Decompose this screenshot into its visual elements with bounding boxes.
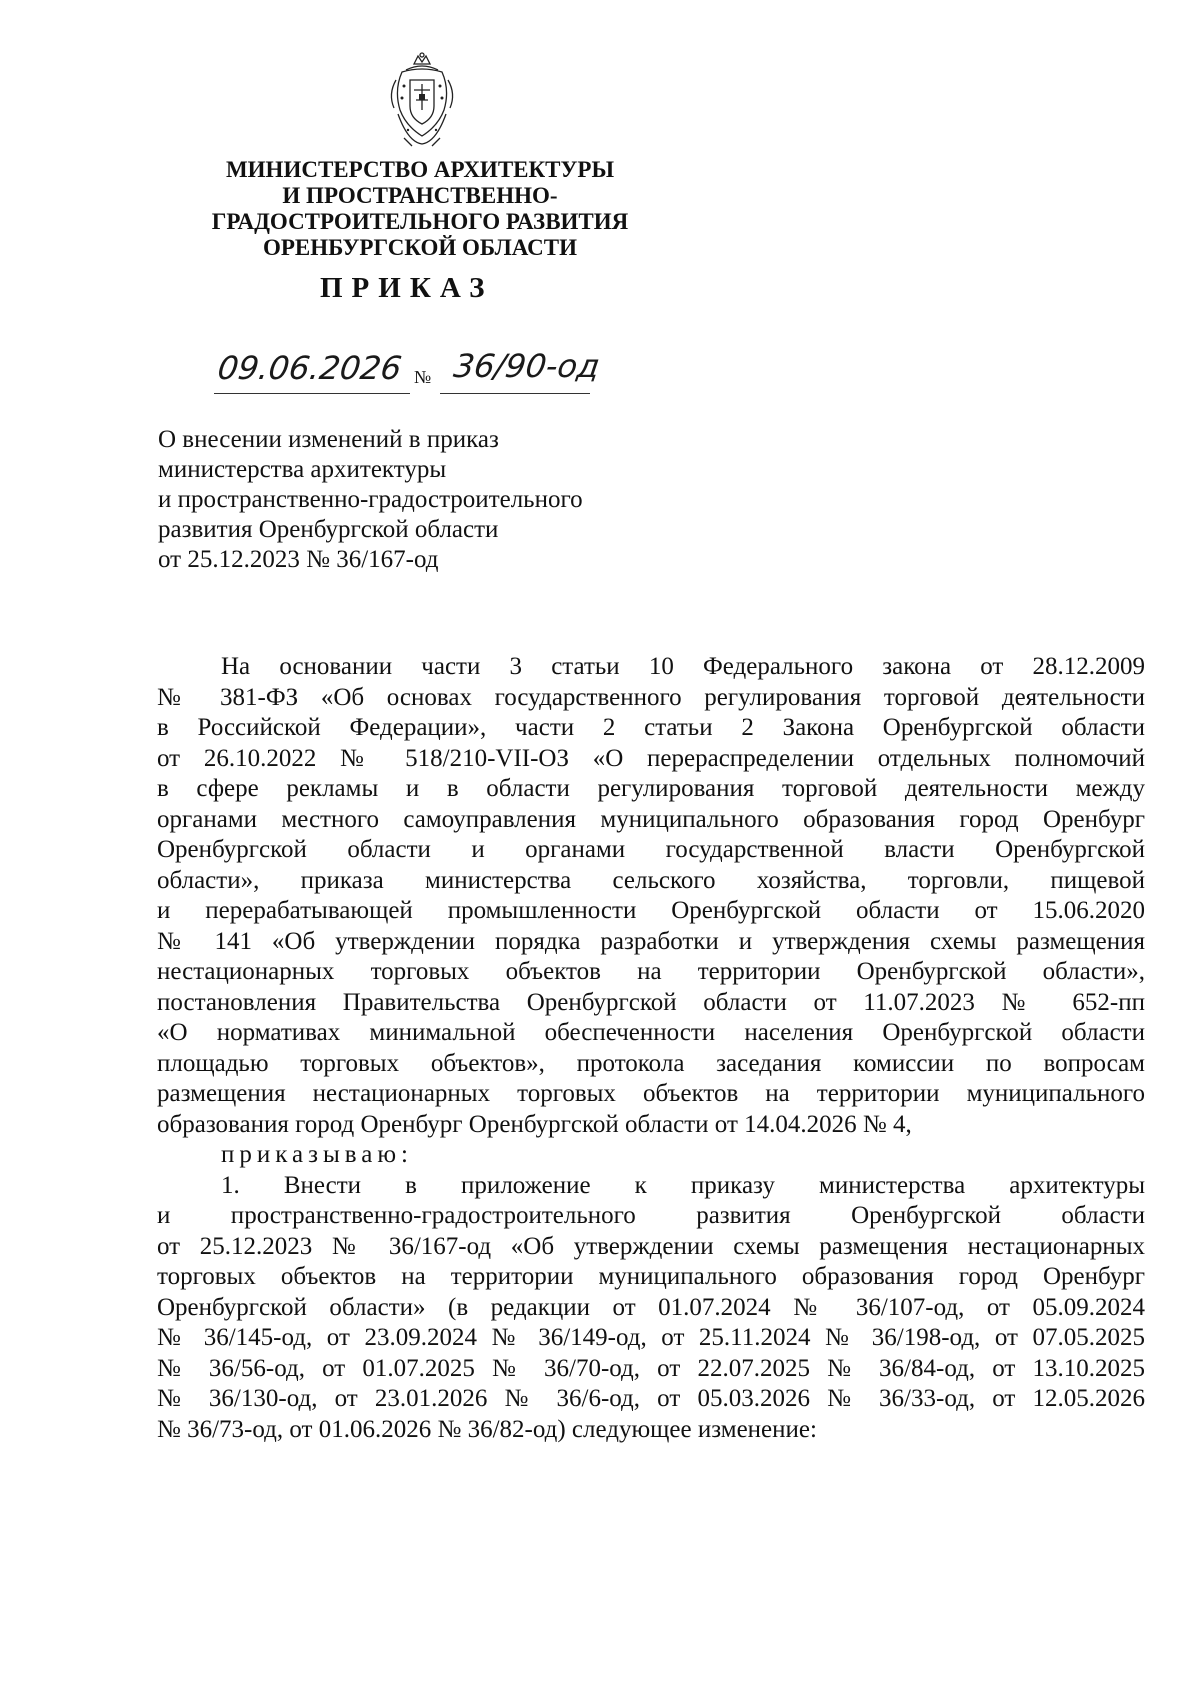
ministry-line: И ПРОСТРАНСТВЕННО- — [282, 183, 558, 208]
preamble-line: На основании части 3 статьи 10 Федерального закона от 28.12.2009 — [221, 653, 1145, 680]
preamble-line: площадью торговых объектов», протокола заседания комиссии по вопросам — [157, 1049, 1145, 1077]
document-body — [157, 652, 1145, 1445]
item1-line: 1. Внести в приложение к приказу министерства архитектуры — [221, 1171, 1145, 1199]
preamble-line: и перерабатывающей промышленности Оренбургской области от 15.06.2020 — [157, 897, 1145, 924]
preamble-line: размещения нестационарных торговых объектов на территории муниципального — [157, 1080, 1145, 1107]
item1-line: торговых объектов на территории муниципального образования город Оренбург — [157, 1263, 1145, 1290]
item1-line: и пространственно-градостроительного развития Оренбургской области — [157, 1202, 1145, 1229]
preamble-line: нестационарных торговых объектов на территории Оренбургской области», — [157, 958, 1145, 985]
preamble-line: № 141 «Об утверждении порядка разработки и утверждения схемы размещения — [157, 927, 1145, 955]
preamble-line: органами местного самоуправления муниципального образования город Оренбург — [157, 805, 1145, 833]
preamble-line: «О нормативах минимальной обеспеченности населения Оренбургской области — [157, 1019, 1145, 1046]
item1-line: от 25.12.2023 № 36/167-од «Об утверждении схемы размещения нестационарных — [157, 1232, 1145, 1260]
order-word: приказываю: — [221, 1141, 413, 1168]
preamble-line: в сфере рекламы и в области регулирования торговой деятельности между — [157, 775, 1145, 802]
document-subject — [158, 425, 583, 575]
ministry-line: ГРАДОСТРОИТЕЛЬНОГО РАЗВИТИЯ — [211, 209, 629, 234]
handwritten-date: 09.06.2026 — [215, 349, 404, 387]
item1-line: № 36/145-од, от 23.09.2024 № 36/149-од, от 25.11.2024 № 36/198-од, от 07.05.2025 — [157, 1324, 1145, 1351]
preamble-line: образования город Оренбург Оренбургской области от 14.04.2026 № 4, — [157, 1110, 912, 1138]
preamble-line: постановления Правительства Оренбургской области от 11.07.2023 № 652-пп — [157, 988, 1145, 1016]
item1-line: № 36/73-од, от 01.06.2026 № 36/82-од) следующее изменение: — [157, 1415, 817, 1443]
item1-line: № 36/56-од, от 01.07.2025 № 36/70-од, от 22.07.2025 № 36/84-од, от 13.10.2025 — [157, 1354, 1145, 1382]
coat-of-arms-emblem — [384, 50, 460, 150]
registration-line — [214, 345, 634, 401]
ministry-name — [150, 157, 690, 261]
preamble-line: в Российской Федерации», части 2 статьи 2 Закона Оренбургской области — [157, 714, 1145, 741]
preamble-line: № 381-ФЗ «Об основах государственного регулирования торговой деятельности — [157, 683, 1145, 711]
subject-line: О внесении изменений в приказ — [158, 426, 499, 453]
subject-line: развития Оренбургской области — [158, 516, 499, 543]
preamble-line: от 26.10.2022 № 518/210-VII-ОЗ «О перераспределении отдельных полномочий — [157, 744, 1145, 772]
preamble-line: Оренбургской области и органами государственной власти Оренбургской — [157, 836, 1145, 863]
ministry-line: ОРЕНБУРГСКОЙ ОБЛАСТИ — [262, 235, 578, 260]
item1-line: Оренбургской области» (в редакции от 01.07.2024 № 36/107-од, от 05.09.2024 — [157, 1293, 1145, 1321]
number-sign: № — [414, 367, 432, 387]
document-type-title: ПРИКАЗ — [320, 272, 494, 304]
handwritten-number: 36/90-од — [451, 347, 603, 385]
subject-line: и пространственно-градостроительного — [158, 486, 583, 513]
subject-line: от 25.12.2023 № 36/167-од — [158, 546, 439, 573]
item1-line: № 36/130-од, от 23.01.2026 № 36/6-од, от 05.03.2026 № 36/33-од, от 12.05.2026 — [157, 1385, 1145, 1412]
ministry-line: МИНИСТЕРСТВО АРХИТЕКТУРЫ — [225, 157, 615, 182]
number-underline — [440, 393, 590, 394]
preamble-line: области», приказа министерства сельского хозяйства, торговли, пищевой — [157, 866, 1145, 894]
date-underline — [214, 393, 410, 394]
subject-line: министерства архитектуры — [158, 456, 447, 483]
